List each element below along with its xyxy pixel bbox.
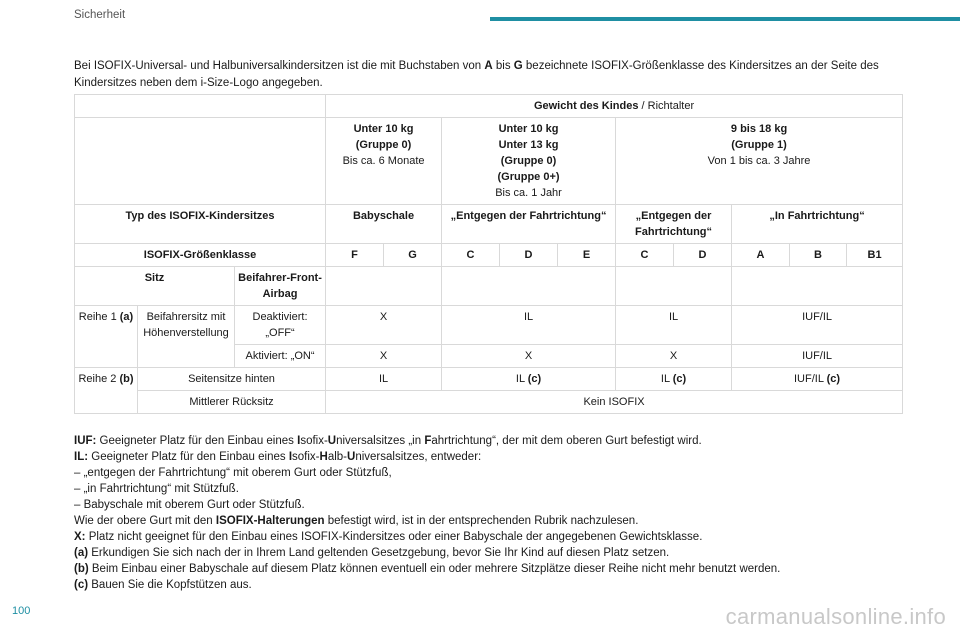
legend-iuf: IUF: Geeigneter Platz für den Einbau eines Isofix-Universalsitzes „in Fahrtrichtung“, der mit dem oberen Gurt befestigt wird. bbox=[74, 435, 702, 447]
legend-c: (c) Bauen Sie die Kopfstützen aus. bbox=[74, 579, 252, 591]
airbag-on: Aktiviert: „ON“ bbox=[235, 345, 326, 368]
size-class-cell: F bbox=[326, 244, 384, 267]
size-class-cell: G bbox=[384, 244, 442, 267]
size-class-cell: B bbox=[790, 244, 847, 267]
table-cell: X bbox=[442, 345, 616, 368]
intro-text-3: bezeichnete ISOFIX-Größenklasse des Kindersitzes an der Seite des Kindersitzes neben dem i-Size-Logo angegeben. bbox=[74, 60, 879, 89]
legend-x: X: Platz nicht geeignet für den Einbau eines ISOFIX-Kindersitzes oder einer Babyschale der angegebenen Gewichtsklasse. bbox=[74, 531, 703, 543]
size-class-cell: D bbox=[500, 244, 558, 267]
group-1: 9 bis 18 kg (Gruppe 1) Von 1 bis ca. 3 Jahre bbox=[616, 118, 903, 205]
legend-a: (a) Erkundigen Sie sich nach der in Ihrem Land geltenden Gesetzgebung, bevor Sie Ihr Kind auf diesen Platz setzen. bbox=[74, 547, 670, 559]
seat-header-row bbox=[75, 267, 903, 306]
group-0plus: Unter 10 kg Unter 13 kg (Gruppe 0) (Gruppe 0+) Bis ca. 1 Jahr bbox=[442, 118, 616, 205]
table-cell: X bbox=[326, 306, 442, 345]
size-class-label: ISOFIX-Größenklasse bbox=[75, 244, 326, 267]
group-0: Unter 10 kg (Gruppe 0) Bis ca. 6 Monate bbox=[326, 118, 442, 205]
intro-letter-g: G bbox=[513, 60, 523, 72]
row1-off bbox=[75, 306, 903, 345]
size-class-row bbox=[75, 244, 903, 267]
table-cell: IL (c) bbox=[616, 368, 732, 391]
row2-label: Reihe 2 (b) bbox=[75, 368, 138, 414]
isofix-table bbox=[74, 94, 903, 414]
table-cell: IL (c) bbox=[442, 368, 616, 391]
type-forward: „In Fahrtrichtung“ bbox=[732, 205, 903, 244]
airbag-off: Deaktiviert: „OFF“ bbox=[235, 306, 326, 345]
size-class-cell: D bbox=[674, 244, 732, 267]
table-cell: Kein ISOFIX bbox=[326, 391, 903, 414]
weight-header-row bbox=[75, 95, 903, 118]
airbag-label: Beifahrer-Front-Airbag bbox=[235, 267, 326, 306]
legend-il: IL: Geeigneter Platz für den Einbau eines Isofix-Halb-Universalsitzes, entweder: bbox=[74, 451, 482, 463]
type-babyschale: Babyschale bbox=[326, 205, 442, 244]
size-class-cell: B1 bbox=[847, 244, 903, 267]
legend bbox=[74, 433, 934, 593]
table-cell: IL bbox=[442, 306, 616, 345]
row2-middle bbox=[75, 391, 903, 414]
table-cell: IL bbox=[616, 306, 732, 345]
legend-dash-3: – Babyschale mit oberem Gurt oder Stützfuß. bbox=[74, 499, 305, 511]
type-row bbox=[75, 205, 903, 244]
size-class-cell: E bbox=[558, 244, 616, 267]
legend-halter: Wie der obere Gurt mit den ISOFIX-Halterungen befestigt wird, ist in der entsprechenden Rubrik nachzulesen. bbox=[74, 515, 639, 527]
type-rearward-2: „Entgegen der Fahrtrichtung“ bbox=[616, 205, 732, 244]
page-number: 100 bbox=[12, 605, 31, 617]
table-cell: X bbox=[326, 345, 442, 368]
table-cell: X bbox=[616, 345, 732, 368]
size-class-cell: C bbox=[442, 244, 500, 267]
intro-letter-a: A bbox=[484, 60, 493, 72]
type-rearward-1: „Entgegen der Fahrtrichtung“ bbox=[442, 205, 616, 244]
table-cell: IUF/IL bbox=[732, 306, 903, 345]
row2-side-label: Seitensitze hinten bbox=[138, 368, 326, 391]
row2-side bbox=[75, 368, 903, 391]
size-class-cell: A bbox=[732, 244, 790, 267]
seat-label: Sitz bbox=[75, 267, 235, 306]
intro-paragraph bbox=[74, 58, 894, 92]
section-title: Sicherheit bbox=[74, 9, 126, 21]
row1-label: Reihe 1 (a) bbox=[75, 306, 138, 368]
size-class-cell: C bbox=[616, 244, 674, 267]
legend-dash-1: – „entgegen der Fahrtrichtung“ mit oberem Gurt oder Stützfuß, bbox=[74, 467, 392, 479]
intro-text-2: bis bbox=[492, 60, 514, 72]
table-cell: IL bbox=[326, 368, 442, 391]
header-accent-bar bbox=[490, 17, 960, 21]
row1-seat: Beifahrersitz mit Höhenverstellung bbox=[138, 306, 235, 368]
table-cell: IUF/IL (c) bbox=[732, 368, 903, 391]
row2-middle-label: Mittlerer Rücksitz bbox=[138, 391, 326, 414]
type-label: Typ des ISOFIX-Kindersitzes bbox=[75, 205, 326, 244]
weight-header: Gewicht des Kindes / Richtalter bbox=[326, 95, 903, 118]
watermark: carmanualsonline.info bbox=[725, 604, 946, 629]
legend-b: (b) Beim Einbau einer Babyschale auf diesem Platz können eventuell ein oder mehrere Sitzplätze dieser Reihe nicht mehr benutzt werden. bbox=[74, 563, 781, 575]
table-cell: IUF/IL bbox=[732, 345, 903, 368]
group-row bbox=[75, 118, 903, 205]
legend-dash-2: – „in Fahrtrichtung“ mit Stützfuß. bbox=[74, 483, 239, 495]
intro-text-1: Bei ISOFIX-Universal- und Halbuniversalkindersitzen ist die mit Buchstaben von bbox=[74, 60, 485, 72]
